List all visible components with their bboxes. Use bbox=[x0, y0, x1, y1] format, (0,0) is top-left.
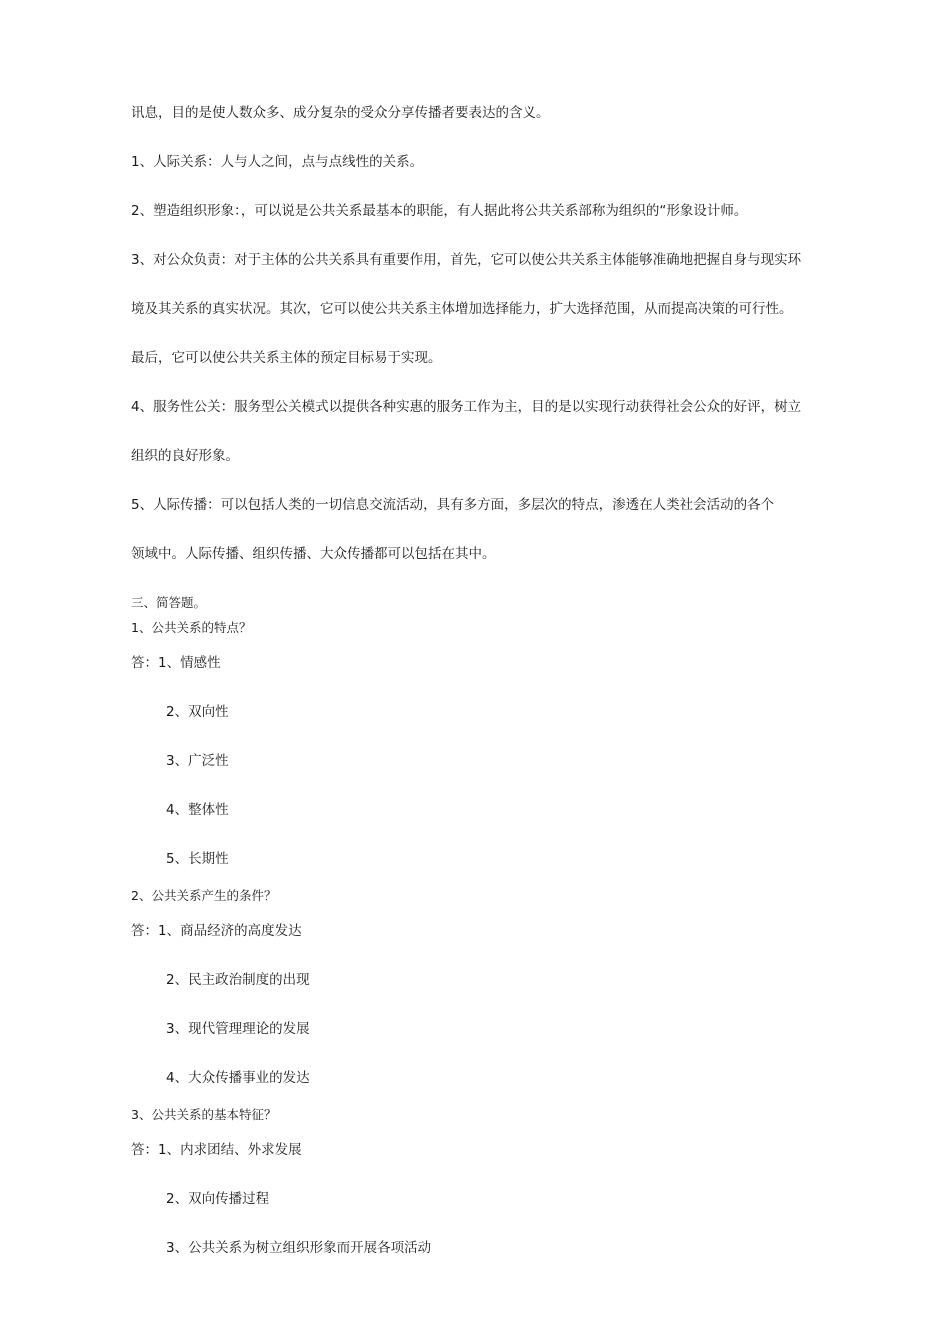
paragraph-line: 领域中。人际传播、组织传播、大众传播都可以包括在其中。 bbox=[131, 546, 496, 562]
answer-line: 3、现代管理理论的发展 bbox=[166, 1021, 310, 1037]
answer-line: 2、双向传播过程 bbox=[166, 1191, 270, 1207]
answer-line: 4、大众传播事业的发达 bbox=[166, 1070, 310, 1086]
answer-line: 3、公共关系为树立组织形象而开展各项活动 bbox=[166, 1240, 432, 1256]
paragraph-line: 2、塑造组织形象：，可以说是公共关系最基本的职能，有人据此将公共关系部称为组织的“形象设计师。 bbox=[131, 203, 748, 219]
paragraph-line: 4、服务性公关：服务型公关模式以提供各种实惠的服务工作为主，目的是以实现行动获得社会公众的好评，树立 bbox=[131, 399, 802, 415]
answer-line: 5、长期性 bbox=[166, 851, 229, 867]
answer-line: 2、双向性 bbox=[166, 704, 229, 720]
paragraph-line: 讯息，目的是使人数众多、成分复杂的受众分享传播者要表达的含义。 bbox=[131, 105, 550, 121]
paragraph-line: 1、人际关系：人与人之间，点与点线性的关系。 bbox=[131, 154, 424, 170]
question-title: 3、公共关系的基本特征？ bbox=[131, 1107, 277, 1122]
paragraph-line: 组织的良好形象。 bbox=[131, 448, 239, 464]
answer-line: 答：1、情感性 bbox=[131, 655, 221, 671]
paragraph-line: 最后，它可以使公共关系主体的预定目标易于实现。 bbox=[131, 350, 442, 366]
paragraph-line: 境及其关系的真实状况。其次，它可以使公共关系主体增加选择能力，扩大选择范围，从而提高决策的可行性。 bbox=[131, 301, 793, 317]
paragraph-line: 5、人际传播：可以包括人类的一切信息交流活动，具有多方面，多层次的特点，渗透在人类社会活动的各个 bbox=[131, 497, 775, 513]
paragraph-line: 3、对公众负责：对于主体的公共关系具有重要作用，首先，它可以使公共关系主体能够准确地把握自身与现实环 bbox=[131, 252, 802, 268]
question-title: 1、公共关系的特点？ bbox=[131, 620, 252, 635]
answer-line: 4、整体性 bbox=[166, 802, 229, 818]
question-title: 2、公共关系产生的条件？ bbox=[131, 888, 277, 903]
answer-line: 答：1、商品经济的高度发达 bbox=[131, 923, 302, 939]
answer-line: 答：1、内求团结、外求发展 bbox=[131, 1142, 302, 1158]
answer-line: 2、民主政治制度的出现 bbox=[166, 972, 310, 988]
section-heading: 三、简答题。 bbox=[131, 595, 207, 610]
answer-line: 3、广泛性 bbox=[166, 753, 229, 769]
